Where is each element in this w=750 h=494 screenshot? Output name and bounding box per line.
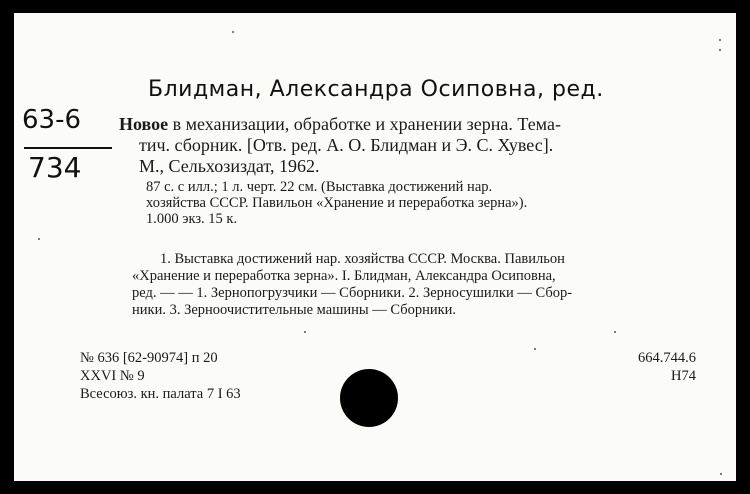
entry-title: Новое [119, 114, 169, 134]
call-number-top: 63-6 [22, 105, 82, 135]
collation [146, 179, 711, 227]
tracing-line-3: ред. — — 1. Зернопогрузчики — Сборники. 2. Зерносушилки — Сбор- [132, 285, 573, 301]
collation-line-2: хозяйства СССР. Павильон «Хранение и переработка зерна»). [146, 195, 528, 211]
dust-speck [720, 473, 722, 475]
entry-line-1 [119, 114, 561, 135]
udc-code: 664.744.6 [638, 350, 696, 366]
entry-line-3: М., Сельхозиздат, 1962. [139, 156, 320, 176]
call-number-bottom: 734 [28, 151, 82, 184]
chamber-stamp: Всесоюз. кн. палата 7 I 63 [80, 386, 241, 402]
handwritten-author: Блидман, Александра Осиповна, ред. [148, 77, 604, 102]
entry-line-1-rest: в механизации, обработке и хранении зерна. Тема- [168, 114, 561, 134]
classification-info [638, 349, 696, 385]
dust-speck [719, 39, 721, 41]
registration-number: № 636 [62-90974] п 20 [80, 350, 218, 366]
dust-speck [38, 238, 40, 240]
entry-line-2: тич. сборник. [Отв. ред. А. О. Блидман и Э. С. Хувес]. [139, 135, 554, 155]
card-punch-hole [340, 369, 398, 427]
call-number-divider [24, 147, 112, 149]
dust-speck [304, 331, 306, 333]
series-number: XXVI № 9 [80, 368, 145, 384]
tracing-line-1: 1. Выставка достижений нар. хозяйства СССР. Москва. Павильон [160, 251, 565, 267]
catalog-card [14, 13, 736, 481]
dust-speck [614, 331, 616, 333]
collation-line-1: 87 с. с илл.; 1 л. черт. 22 см. (Выставка достижений нар. [146, 179, 493, 195]
dust-speck [719, 49, 721, 51]
author-mark: Н74 [671, 368, 696, 384]
collation-line-3: 1.000 экз. 15 к. [146, 211, 238, 227]
dust-speck [232, 31, 234, 33]
subject-tracings [132, 251, 717, 319]
registration-info [80, 349, 241, 403]
tracing-line-2: «Хранение и переработка зерна». I. Блидман, Александра Осиповна, [132, 268, 556, 284]
tracing-line-4: ники. 3. Зерноочистительные машины — Сборники. [132, 302, 457, 318]
dust-speck [534, 348, 536, 350]
